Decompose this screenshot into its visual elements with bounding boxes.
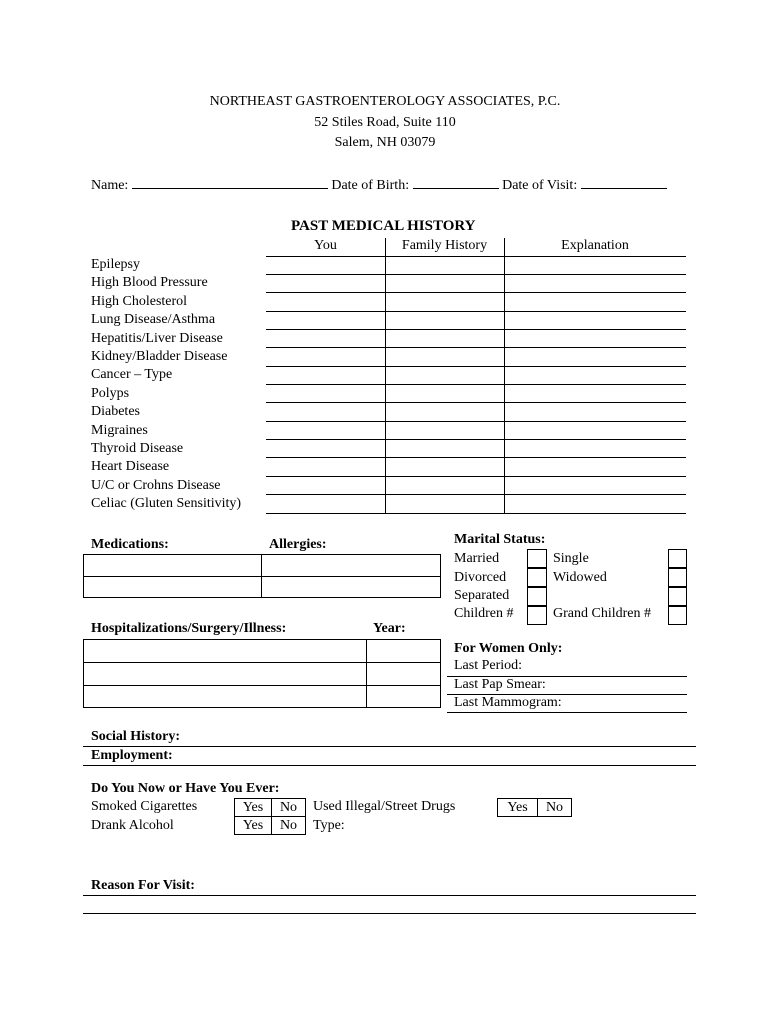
pmh-col-you: You — [314, 238, 337, 253]
children-label: Children # — [454, 606, 514, 621]
employment-label: Employment: — [91, 748, 173, 763]
last-mammogram-field[interactable] — [447, 712, 687, 713]
smoked-yes[interactable]: Yes — [234, 798, 272, 817]
pmh-col-family: Family History — [401, 238, 488, 253]
children-field[interactable] — [527, 606, 547, 625]
dob-field[interactable] — [413, 176, 499, 189]
condition-item: Hepatitis/Liver Disease — [91, 330, 223, 346]
separated-label: Separated — [454, 588, 510, 603]
patient-info-line — [91, 176, 667, 194]
last-period-label: Last Period: — [454, 658, 523, 673]
employment-field[interactable] — [83, 765, 696, 766]
dob-label: Date of Birth: — [331, 178, 410, 193]
drank-label: Drank Alcohol — [91, 818, 174, 833]
condition-item: Polyps — [91, 385, 130, 401]
medications-label: Medications: — [91, 537, 169, 552]
condition-item: Thyroid Disease — [91, 440, 184, 456]
allergies-label: Allergies: — [269, 537, 327, 552]
pmh-col-explanation: Explanation — [561, 238, 629, 253]
condition-item: Kidney/Bladder Disease — [91, 348, 228, 364]
hospitalizations-label: Hospitalizations/Surgery/Illness: — [91, 621, 287, 636]
divorced-checkbox[interactable] — [527, 568, 547, 587]
separated-checkbox[interactable] — [527, 587, 547, 606]
condition-item: Heart Disease — [91, 459, 170, 475]
widowed-checkbox[interactable] — [668, 568, 687, 587]
married-label: Married — [454, 551, 500, 566]
visit-date-label: Date of Visit: — [502, 178, 578, 193]
divorced-label: Divorced — [454, 570, 507, 585]
married-checkbox[interactable] — [527, 549, 547, 568]
reason-field-line-1[interactable] — [83, 895, 696, 896]
condition-item: U/C or Crohns Disease — [91, 477, 221, 493]
address-line-1: 52 Stiles Road, Suite 110 — [314, 115, 456, 130]
hospitalizations-table[interactable] — [83, 639, 441, 708]
condition-item: Celiac (Gluten Sensitivity) — [91, 496, 242, 512]
condition-item: Migraines — [91, 422, 148, 438]
type-label: Type: — [313, 818, 345, 833]
year-label: Year: — [373, 621, 406, 636]
name-label: Name: — [91, 178, 129, 193]
visit-date-field[interactable] — [581, 176, 667, 189]
women-only-title: For Women Only: — [454, 641, 563, 656]
drugs-no[interactable]: No — [537, 798, 572, 817]
condition-item: Diabetes — [91, 404, 140, 420]
drugs-yes[interactable]: Yes — [497, 798, 538, 817]
drugs-label: Used Illegal/Street Drugs — [313, 799, 456, 814]
name-field[interactable] — [132, 176, 328, 189]
single-checkbox[interactable] — [668, 549, 687, 568]
address-line-2: Salem, NH 03079 — [334, 135, 436, 150]
single-label: Single — [553, 551, 589, 566]
drank-no[interactable]: No — [271, 816, 306, 835]
reason-label: Reason For Visit: — [91, 878, 195, 893]
grand-children-label: Grand Children # — [553, 606, 651, 621]
smoked-label: Smoked Cigarettes — [91, 799, 198, 814]
condition-item: Epilepsy — [91, 257, 140, 272]
habits-question: Do You Now or Have You Ever: — [91, 781, 280, 796]
condition-item: High Cholesterol — [91, 293, 188, 309]
reason-field-line-2[interactable] — [83, 913, 696, 914]
drank-yes[interactable]: Yes — [234, 816, 272, 835]
last-pap-label: Last Pap Smear: — [454, 677, 546, 692]
smoked-no[interactable]: No — [271, 798, 306, 817]
practice-name: NORTHEAST GASTROENTEROLOGY ASSOCIATES, P.C. — [209, 94, 561, 109]
condition-item: Lung Disease/Asthma — [91, 312, 216, 328]
pmh-title: PAST MEDICAL HISTORY — [291, 218, 476, 234]
condition-item: High Blood Pressure — [91, 275, 208, 291]
marital-status-title: Marital Status: — [454, 532, 546, 547]
marital-extra-checkbox[interactable] — [668, 587, 687, 606]
last-mammogram-label: Last Mammogram: — [454, 695, 562, 710]
grand-children-field[interactable] — [668, 606, 687, 625]
condition-item: Cancer – Type — [91, 367, 173, 383]
social-history-field[interactable] — [83, 746, 696, 747]
widowed-label: Widowed — [553, 570, 607, 585]
social-history-title: Social History: — [91, 729, 181, 744]
pmh-condition-list — [91, 256, 241, 513]
